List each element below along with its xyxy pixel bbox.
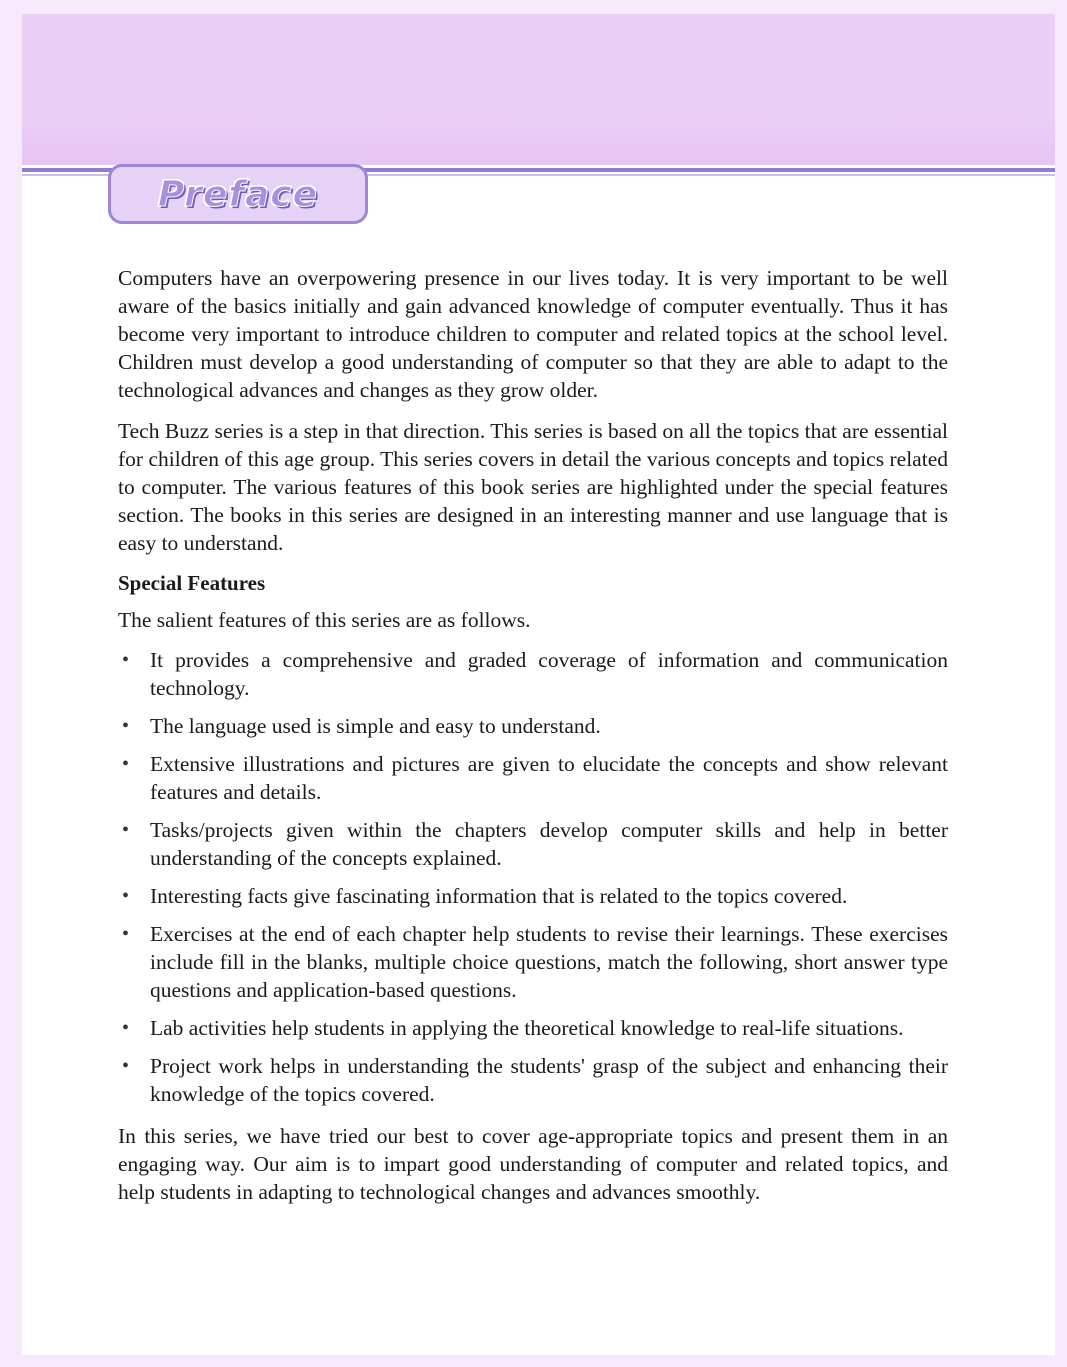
bullet-icon: • (122, 923, 130, 945)
preface-title-tab (108, 164, 368, 224)
special-features-list (118, 646, 948, 1108)
bullet-icon: • (122, 1055, 130, 1077)
list-item (118, 920, 948, 1004)
bullet-icon: • (122, 649, 130, 671)
preface-title-tab-inner (111, 167, 365, 221)
list-item (118, 1052, 948, 1108)
bullet-icon: • (122, 819, 130, 841)
list-item-text: Project work helps in understanding the students' grasp of the subject and enhancing their knowledge of the topics covered. (150, 1054, 948, 1106)
list-item (118, 646, 948, 702)
bullet-icon: • (122, 715, 130, 737)
special-features-heading: Special Features (118, 571, 266, 595)
list-item (118, 882, 948, 910)
list-item (118, 816, 948, 872)
list-item-text: The language used is simple and easy to understand. (150, 714, 601, 738)
paragraph-intro-2: Tech Buzz series is a step in that direction. This series is based on all the topics that are essential for children of this age group. This series covers in detail the various concepts and topics related to computer. The various features of this book series are highlighted under the special features section. The books in this series are designed in an interesting manner and use language that is easy to understand. (118, 419, 948, 555)
bullet-icon: • (122, 1017, 130, 1039)
page-title: Preface (157, 173, 319, 215)
preface-content (118, 264, 948, 1219)
features-intro-line: The salient features of this series are as follows. (118, 608, 531, 632)
list-item-text: Extensive illustrations and pictures are given to elucidate the concepts and show relevant features and details. (150, 752, 948, 804)
list-item-text: Tasks/projects given within the chapters develop computer skills and help in better understanding of the concepts explained. (150, 818, 948, 870)
list-item-text: Exercises at the end of each chapter help students to revise their learnings. These exercises include fill in the blanks, multiple choice questions, match the following, short answer type questions and application-based questions. (150, 922, 948, 1002)
bullet-icon: • (122, 753, 130, 775)
paragraph-intro-1: Computers have an overpowering presence in our lives today. It is very important to be well aware of the basics initially and gain advanced knowledge of computer eventually. Thus it has become very important to introduce children to computer and related topics at the school level. Children must develop a good understanding of computer so that they are able to adapt to the technological advances and changes as they grow older. (118, 266, 948, 402)
list-item (118, 750, 948, 806)
list-item-text: Interesting facts give fascinating information that is related to the topics covered. (150, 884, 848, 908)
paragraph-closing: In this series, we have tried our best to cover age-appropriate topics and present them in an engaging way. Our aim is to impart good understanding of computer and related topics, and help students in adapting to technological changes and advances smoothly. (118, 1124, 948, 1204)
decorative-top-banner (22, 14, 1055, 165)
list-item (118, 712, 948, 740)
list-item (118, 1014, 948, 1042)
list-item-text: Lab activities help students in applying the theoretical knowledge to real-life situations. (150, 1016, 904, 1040)
list-item-text: It provides a comprehensive and graded coverage of information and communication technology. (150, 648, 948, 700)
bullet-icon: • (122, 885, 130, 907)
